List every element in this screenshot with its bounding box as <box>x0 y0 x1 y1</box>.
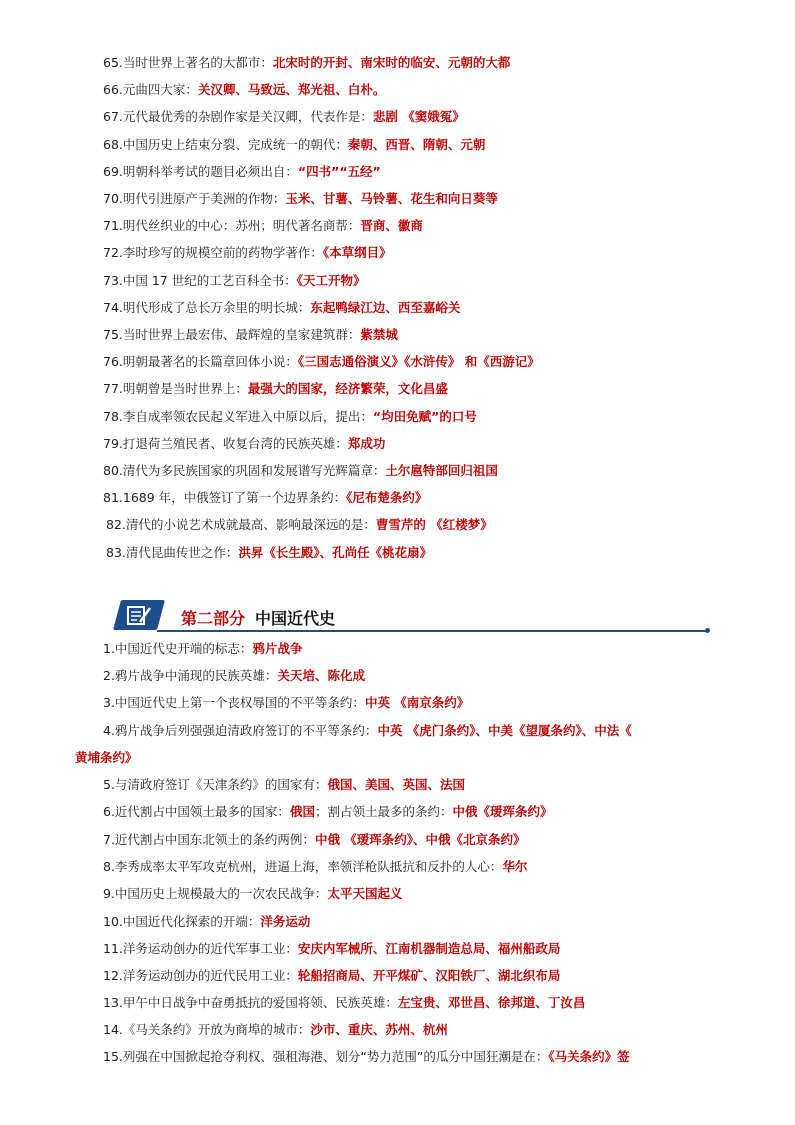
list-item <box>103 914 310 930</box>
item-answer: 《尼布楚条约》 <box>346 490 428 506</box>
item-question: 71.明代丝织业的中心：苏州；明代著名商帮： <box>103 218 361 234</box>
item-question: 13.甲午中日战争中奋勇抵抗的爱国将领、民族英雄： <box>103 995 398 1010</box>
item-answer: 洪昇《长生殿》、孔尚任《桃花扇》 <box>238 544 433 560</box>
list-item <box>103 55 510 71</box>
list-item <box>103 886 402 902</box>
item-question: 72.李时珍写的规模空前的药物学著作： <box>103 245 323 261</box>
list-item <box>103 164 381 180</box>
item-answer: 中俄 《瑷珲条约》、中俄《北京条约》 <box>314 832 526 847</box>
notepad-icon <box>113 600 165 630</box>
item-answer: 《天工开物》 <box>296 272 366 288</box>
list-item <box>103 641 302 657</box>
item-question: 77.明朝曾是当时世界上： <box>103 381 248 397</box>
item-question: 83.清代昆曲传世之作： <box>106 544 239 560</box>
item-answer: 《本草纲目》 <box>322 245 392 261</box>
list-item <box>103 218 423 234</box>
list-item <box>103 381 448 397</box>
item-question: 2.鸦片战争中涌现的民族英雄： <box>103 668 278 683</box>
item-answer: 郑成功 <box>347 435 386 451</box>
item-answer: 关汉卿、马致远、郑光祖、白朴。 <box>197 82 386 98</box>
list-item <box>103 409 477 425</box>
item-question: 11.洋务运动创办的近代军事工业： <box>103 941 298 956</box>
item-answer: 俄国、美国、英国、法国 <box>327 777 465 792</box>
item-answer: 关天培、陈化成 <box>277 668 365 683</box>
item-answer: 东起鸭绿江边、西至嘉峪关 <box>310 299 461 315</box>
item-question: 15.列强在中国掀起抢夺利权、强租海港、划分“势力范围”的瓜分中国狂潮是在： <box>103 1049 549 1064</box>
list-item <box>103 109 465 125</box>
section-part-label: 第二部分 <box>181 609 246 628</box>
list-item <box>103 191 498 207</box>
list-item <box>103 1049 630 1065</box>
section-title <box>181 606 335 629</box>
list-item <box>103 995 585 1011</box>
item-answer: 悲剧 《窦娥冤》 <box>372 109 465 125</box>
list-item <box>103 804 552 820</box>
item-question: 70.明代引进原产于美洲的作物： <box>103 191 286 206</box>
item-answer: 曹雪芹的 《红楼梦》 <box>375 517 493 533</box>
item-answer: 安庆内军械所、江南机器制造总局、福州船政局 <box>297 941 561 956</box>
item-answer: 太平天国起义 <box>327 886 403 901</box>
list-item <box>106 545 432 561</box>
list-item <box>103 327 398 343</box>
item-question: 79.打退荷兰殖民者、收复台湾的民族英雄： <box>103 435 348 451</box>
list-item <box>103 668 365 684</box>
item-answer: “均田免赋”的口号 <box>372 408 477 424</box>
list-item <box>106 517 493 533</box>
item-question: 73.中国 17 世纪的工艺百科全书： <box>103 272 297 288</box>
list-item <box>103 436 385 452</box>
item-question: 1.中国近代史开端的标志： <box>103 641 253 656</box>
list-item <box>103 300 460 316</box>
section-title-text: 中国近代史 <box>255 609 336 628</box>
list-item <box>103 273 366 289</box>
list-item <box>103 859 527 875</box>
list-item <box>103 354 540 370</box>
item-answer: 土尔扈特部回归祖国 <box>385 463 498 478</box>
item-answer: 中俄《瑷珲条约》 <box>452 804 553 819</box>
item-question: 10.中国近代化探索的开端： <box>103 914 261 929</box>
item-question: 69.明朝科举考试的题目必须出自： <box>103 163 298 179</box>
item-answer: 轮船招商局、开平煤矿、汉阳铁厂、湖北织布局 <box>297 968 561 983</box>
item-answer: 鸦片战争 <box>252 641 303 656</box>
item-question: 74.明代形成了总长万余里的明长城： <box>103 299 311 315</box>
list-item <box>103 245 392 261</box>
list-item <box>103 1022 448 1038</box>
item-answer: “四书”“五经” <box>297 163 381 179</box>
item-answer: 《三国志通俗演义》《水浒传》 和《西游记》 <box>297 354 540 370</box>
item-question: 14.《马关条约》开放为商埠的城市： <box>103 1022 311 1037</box>
item-question: 78.李自成率领农民起义军进入中原以后，提出： <box>103 408 373 424</box>
item-answer: 中英 《南京条约》 <box>364 695 470 710</box>
list-item <box>103 490 427 506</box>
item-answer: 秦朝、西晋、隋朝、元朝 <box>347 136 486 152</box>
item-question: 7.近代割占中国东北领土的条约两例： <box>103 832 315 847</box>
item-answer: 北宋时的开封、南宋时的临安、元朝的大都 <box>272 55 511 70</box>
item-question: 9.中国历史上规模最大的一次农民战争： <box>103 886 328 901</box>
item-question: 3.中国近代史上第一个丧权辱国的不平等条约： <box>103 695 365 710</box>
item-answer: 紫禁城 <box>360 327 398 342</box>
item-answer: 《马关条约》签 <box>548 1049 630 1064</box>
item-question: 82.清代的小说艺术成就最高、影响最深远的是： <box>106 517 376 533</box>
item-question: ；割占领土最多的条约： <box>314 804 453 819</box>
item-answer: 玉米、甘薯、马铃薯、花生和向日葵等 <box>285 191 498 206</box>
item-answer: 左宝贵、邓世昌、徐邦道、丁汝昌 <box>397 995 586 1010</box>
list-item <box>103 137 485 153</box>
item-question: 65.当时世界上著名的大都市： <box>103 55 273 70</box>
item-question: 75.当时世界上最宏伟、最辉煌的皇家建筑群： <box>103 327 361 342</box>
list-item <box>103 82 385 98</box>
item-answer: 俄国 <box>289 804 315 819</box>
list-item <box>103 723 632 739</box>
item-question: 4.鸦片战争后列强强迫清政府签订的不平等条约： <box>103 723 378 738</box>
item-question: 6.近代割占中国领土最多的国家： <box>103 804 290 819</box>
item-question: 80.清代为多民族国家的巩固和发展谱写光辉篇章： <box>103 463 386 478</box>
section-header <box>105 600 710 636</box>
list-item <box>75 750 138 766</box>
item-question: 8.李秀成率太平军攻克杭州，进逼上海，率领洋枪队抵抗和反扑的人心： <box>103 859 503 874</box>
item-question: 67.元代最优秀的杂剧作家是关汉卿，代表作是： <box>103 109 373 125</box>
list-item <box>103 777 465 793</box>
list-item <box>103 941 560 957</box>
list-item <box>103 832 526 848</box>
section-divider-dot <box>705 628 710 633</box>
item-question: 81.1689 年，中俄签订了第一个边界条约： <box>103 490 347 506</box>
item-answer: 黄埔条约》 <box>75 750 138 765</box>
item-answer: 中英 《虎门条约》、中美《望厦条约》、中法《 <box>377 723 632 738</box>
item-question: 76.明朝最著名的长篇章回体小说： <box>103 354 298 370</box>
item-answer: 沙市、重庆、苏州、杭州 <box>310 1022 448 1037</box>
item-question: 68.中国历史上结束分裂、完成统一的朝代： <box>103 136 348 152</box>
item-question: 12.洋务运动创办的近代民用工业： <box>103 968 298 983</box>
list-item <box>103 695 469 711</box>
item-question: 5.与清政府签订《天津条约》的国家有： <box>103 777 328 792</box>
item-answer: 晋商、徽商 <box>360 218 423 234</box>
section-divider <box>157 630 709 632</box>
list-item <box>103 968 560 984</box>
item-answer: 最强大的国家，经济繁荣，文化昌盛 <box>247 381 448 397</box>
list-item <box>103 463 498 479</box>
item-answer: 洋务运动 <box>260 914 311 929</box>
item-answer: 华尔 <box>502 859 528 874</box>
item-question: 66.元曲四大家： <box>103 82 198 98</box>
